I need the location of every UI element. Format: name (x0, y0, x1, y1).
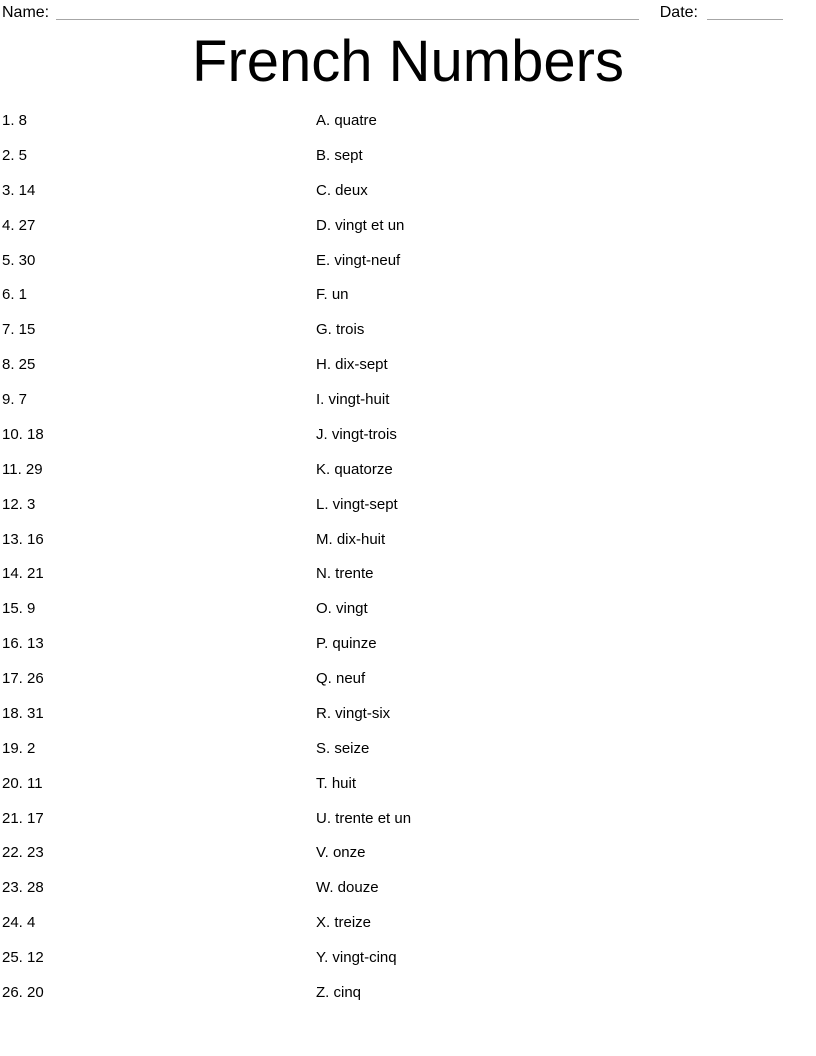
match-row (0, 496, 816, 531)
question-item: 5. 30 (2, 251, 36, 269)
question-item: 15. 9 (2, 600, 36, 618)
answer-item: L. vingt-sept (316, 495, 398, 513)
answer-item: I. vingt-huit (316, 391, 390, 408)
match-row (0, 740, 816, 775)
match-row (0, 426, 816, 461)
answer-item: S. seize (316, 739, 370, 757)
date-blank-line (707, 3, 783, 20)
match-row (0, 217, 816, 252)
answer-item: F. un (316, 286, 349, 304)
match-row (0, 600, 816, 635)
answer-item: B. sept (316, 146, 363, 164)
match-row (0, 252, 816, 287)
match-row (0, 810, 816, 845)
question-item: 25. 12 (2, 949, 44, 966)
answer-item: V. onze (316, 844, 366, 862)
answer-item: W. douze (316, 879, 379, 897)
match-row (0, 565, 816, 600)
match-row (0, 147, 816, 182)
match-row (0, 391, 816, 426)
matching-list (0, 112, 816, 1019)
question-item: 10. 18 (2, 425, 44, 443)
answer-item: T. huit (316, 774, 357, 792)
match-row (0, 321, 816, 356)
question-item: 23. 28 (2, 879, 44, 897)
match-row (0, 461, 816, 496)
answer-item: M. dix-huit (316, 530, 386, 548)
answer-item: C. deux (316, 181, 368, 199)
match-row (0, 182, 816, 217)
answer-item: U. trente et un (316, 809, 412, 827)
question-item: 7. 15 (2, 321, 36, 339)
answer-item: R. vingt-six (316, 704, 391, 722)
question-item: 24. 4 (2, 914, 36, 932)
page-title: French Numbers (192, 29, 624, 94)
answer-item: X. treize (316, 914, 372, 932)
answer-item: Q. neuf (316, 670, 366, 687)
question-item: 4. 27 (2, 216, 36, 234)
name-label: Name: (2, 4, 50, 21)
answer-item: Y. vingt-cinq (316, 949, 397, 966)
answer-item: N. trente (316, 565, 374, 583)
match-row (0, 670, 816, 705)
match-row (0, 112, 816, 147)
match-row (0, 531, 816, 566)
answer-item: O. vingt (316, 600, 368, 618)
answer-item: Z. cinq (316, 983, 362, 1001)
match-row (0, 984, 816, 1019)
question-item: 26. 20 (2, 983, 44, 1001)
match-row (0, 356, 816, 391)
name-blank-line (56, 3, 639, 20)
question-item: 16. 13 (2, 635, 44, 653)
match-row (0, 705, 816, 740)
answer-item: G. trois (316, 321, 365, 339)
answer-item: J. vingt-trois (316, 425, 397, 443)
match-row (0, 844, 816, 879)
match-row (0, 949, 816, 984)
question-item: 1. 8 (2, 112, 28, 129)
question-item: 2. 5 (2, 146, 28, 164)
question-item: 20. 11 (2, 774, 43, 792)
answer-item: E. vingt-neuf (316, 251, 401, 269)
answer-item: D. vingt et un (316, 216, 405, 234)
question-item: 8. 25 (2, 356, 36, 374)
question-item: 9. 7 (2, 391, 28, 408)
question-item: 14. 21 (2, 565, 44, 583)
match-row (0, 286, 816, 321)
date-label: Date: (659, 4, 698, 21)
question-item: 3. 14 (2, 181, 36, 199)
question-item: 6. 1 (2, 286, 28, 304)
question-item: 12. 3 (2, 495, 36, 513)
match-row (0, 775, 816, 810)
match-row (0, 635, 816, 670)
answer-item: H. dix-sept (316, 356, 388, 374)
answer-item: A. quatre (316, 112, 377, 129)
question-item: 18. 31 (2, 704, 44, 722)
worksheet-header (2, 3, 783, 23)
question-item: 22. 23 (2, 844, 44, 862)
match-row (0, 914, 816, 949)
match-row (0, 879, 816, 914)
question-item: 17. 26 (2, 670, 44, 687)
question-item: 13. 16 (2, 530, 44, 548)
question-item: 19. 2 (2, 739, 36, 757)
question-item: 21. 17 (2, 809, 44, 827)
answer-item: P. quinze (316, 635, 377, 653)
answer-item: K. quatorze (316, 460, 393, 478)
question-item: 11. 29 (2, 460, 43, 478)
